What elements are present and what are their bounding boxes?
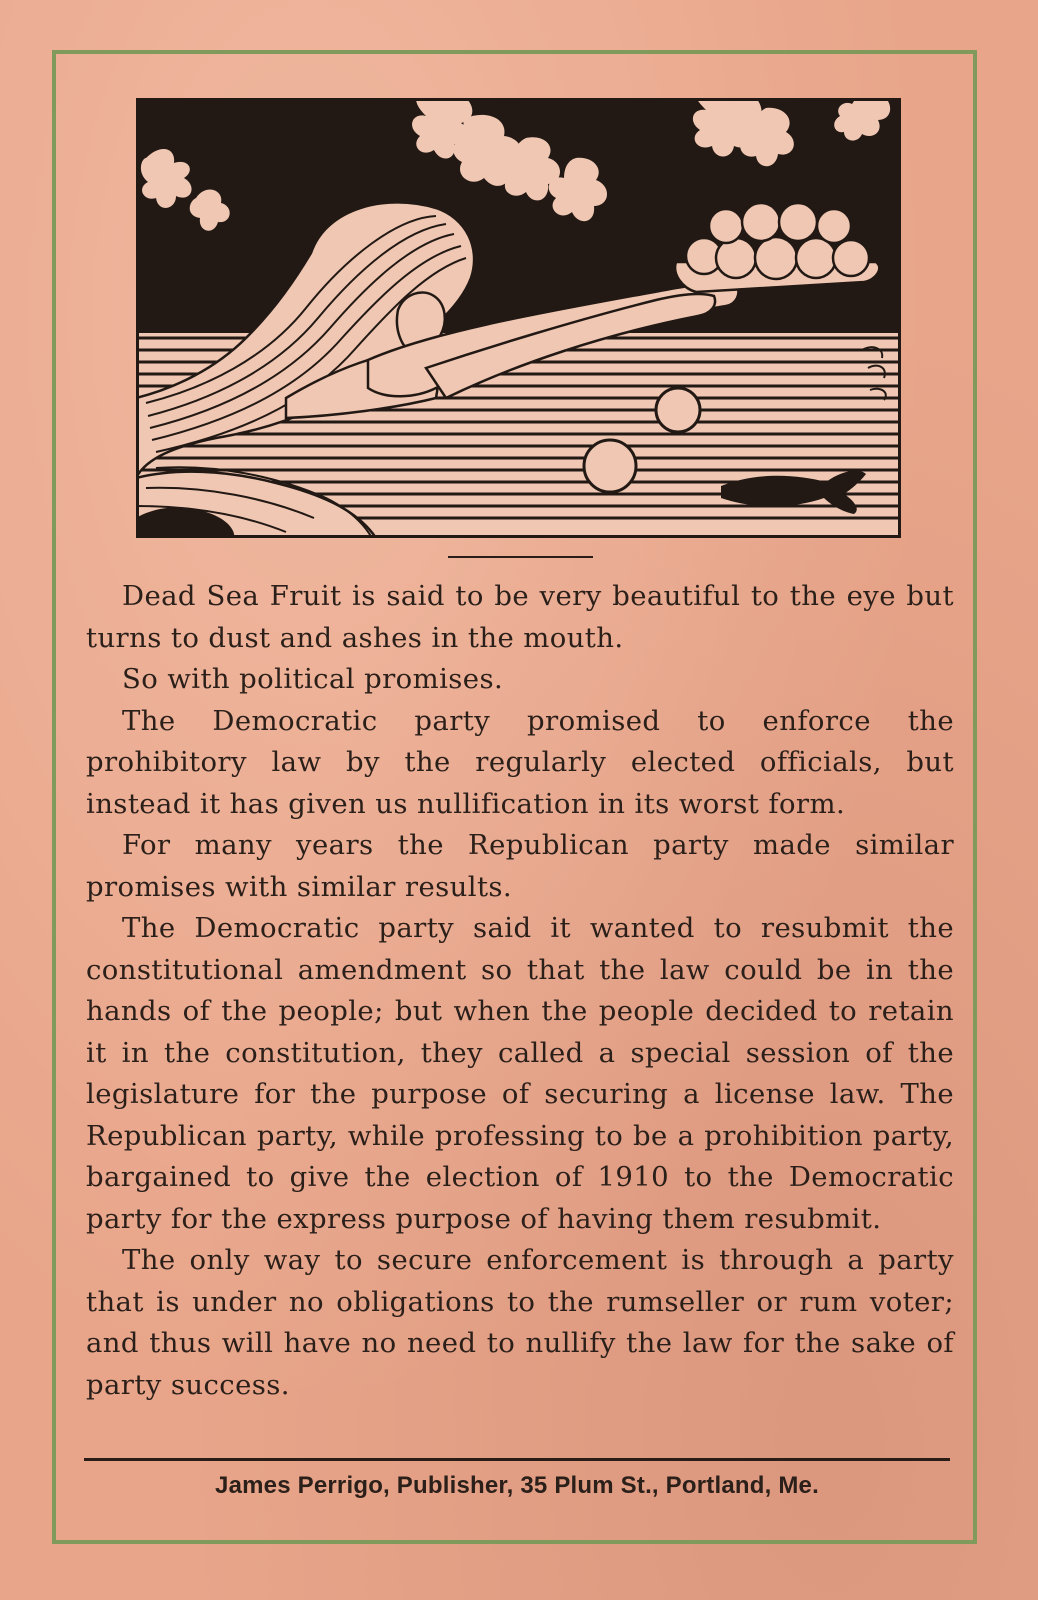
footer-rule	[84, 1458, 950, 1461]
paragraph: The only way to secure enforcement is through a party that is under no obligations to the rumseller or rum voter; and thus will have no need to nullify the law for the sake of party success.	[86, 1244, 954, 1401]
mermaid-offering-fruit-illustration	[136, 98, 901, 538]
paragraph: So with political promises.	[122, 663, 504, 695]
paragraph: For many years the Republican party made similar promises with similar results.	[86, 829, 954, 903]
paragraph: Dead Sea Fruit is said to be very beautiful to the eye but turns to dust and ashes in the mouth.	[86, 580, 954, 654]
separator-rule	[448, 556, 593, 558]
publisher-line: James Perrigo, Publisher, 35 Plum St., Portland, Me.	[215, 1472, 819, 1499]
paragraph: The Democratic party promised to enforce the prohibitory law by the regularly elected officials, but instead it has given us nullification in its worst form.	[86, 704, 954, 820]
body-text	[86, 576, 954, 1406]
paragraph: The Democratic party said it wanted to resubmit the constitutional amendment so that the law could be in the hands of the people; but when the people decided to retain it in the constitution, they called a special session of the legislature for the purpose of securing a license law. The Republican party, while professing to be a prohibition party, bargained to give the election of 1910 to the Democratic party for the express purpose of having them resubmit.	[86, 912, 954, 1235]
